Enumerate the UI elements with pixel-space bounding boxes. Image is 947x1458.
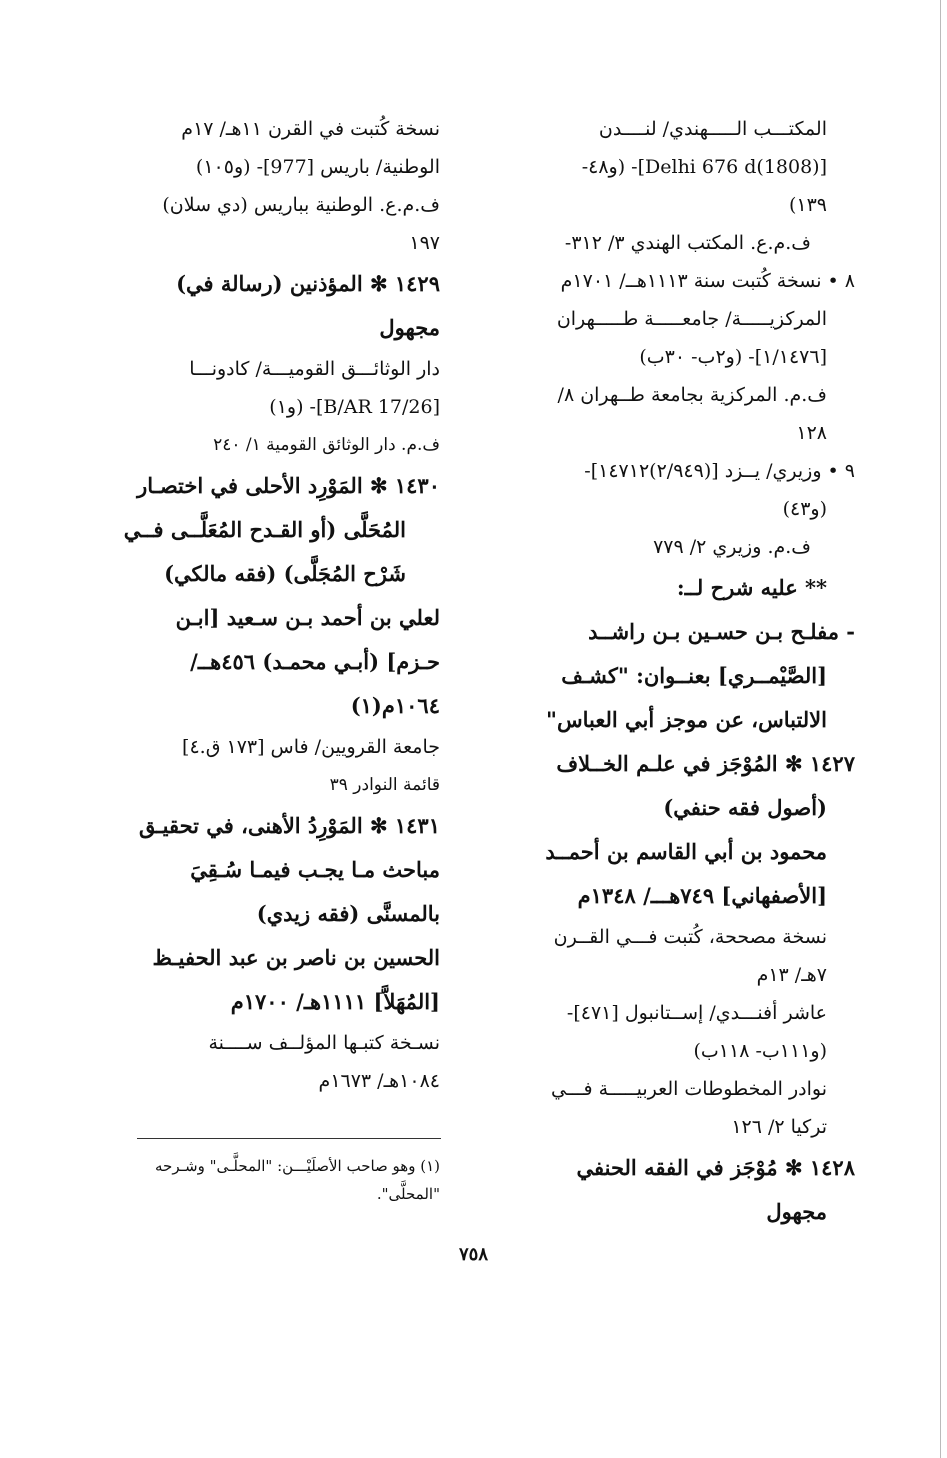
text-line: نوادر المخطوطات العربيـــــة فـــي <box>550 1078 827 1100</box>
entry-heading-1430: ١٤٣٠ ✻ المَوْرِد الأحلى في اختصـار <box>137 473 440 498</box>
text-line: قائمة النوادر ٣٩ <box>329 775 440 795</box>
text-line: جامعة القرويين/ فاس [١٧٣ ق.٤] <box>182 736 440 758</box>
text-line: المركزيـــــة/ جامعـــــة طـــــهران <box>556 308 827 330</box>
entry-author: لعلي بن أحمد بـن سـعيد [ابـن <box>175 605 440 630</box>
manuscript-item: ٨ • نسخة كُتبت سنة ١١١٣هــ/ ١٧٠١م <box>560 270 855 292</box>
entry-title: بالمسنَّى (فقه زيدي) <box>256 901 440 926</box>
entry-title: المُحَلَّى (أو القـدح المُعَلَّــى فــي <box>123 517 406 542</box>
entry-author: ١٠٦٤م(١) <box>350 693 440 718</box>
text-line: المكتـــب الـــــهندي/ لنــــدن <box>598 118 827 140</box>
text-line: تركيا ٢/ ١٢٦ <box>731 1116 827 1138</box>
text-line: [B/AR 17/26]- (و١) <box>269 396 440 418</box>
text-line: ف.م.ع. المكتب الهندي ٣/ ٣١٢- <box>564 232 811 254</box>
text-line: نسخة كُتبت في القرن ١١هـ/ ١٧م <box>181 118 440 140</box>
text-line: ف.م. المركزية بجامعة طــهران ٨/ <box>557 384 827 406</box>
text-line: [(1808)Delhi 676 d]- (و٤٨- <box>581 156 827 178</box>
entry-heading-1429: ١٤٢٩ ✻ المؤذنين (رسالة في) <box>176 271 440 296</box>
right-column <box>492 110 855 1234</box>
entry-author: [المُهَلاَّ] ١١١١هـ/ ١٧٠٠م <box>230 989 440 1014</box>
entry-title: شَرْح المُجَلَّى) (فقه مالكي) <box>164 561 406 586</box>
text-line: [١/١٤٧٦]- (و٢ب- ٣٠ب) <box>639 346 827 368</box>
text-line: (و١١١ب- ١١٨ب) <box>693 1040 827 1062</box>
entry-subject: (أصول فقه حنفي) <box>663 795 827 820</box>
entry-author: مجهول <box>379 315 440 340</box>
entry-author: محمود بن أبي القاسم بن أحمــد <box>545 839 827 864</box>
entry-heading-1427: ١٤٢٧ ✻ المُوْجَز في علـم الخــلاف <box>556 751 855 776</box>
footnote: (١) وهو صاحب الأصلَيْـــن: "المحلَّـى" وشـرحه "المحلَّى". <box>155 1157 440 1203</box>
entry-title: مباحث مـا يجـب فيمـا سُـقِيَ <box>190 857 440 882</box>
text-line: ٧هـ/ ١٣م <box>756 964 827 986</box>
page-number: ٧٥٨ <box>458 1244 488 1265</box>
text-line: (و٤٣) <box>782 498 827 520</box>
entry-author: مجهول <box>766 1199 827 1224</box>
text-line: ١٩٧ <box>409 232 440 254</box>
entry-author: حـزم] (أبـي محمـد) ٤٥٦هــ/ <box>190 649 440 674</box>
entry-author: الحسين بن ناصر بن عبد الحفيـظ <box>152 945 440 970</box>
text-line: ١٣٩) <box>788 194 827 216</box>
text-line: ف.م.ع. الوطنية بباريس (دي سلان) <box>162 194 440 216</box>
commentary-entry: - مفلـح بـن حسـين بـن راشــد <box>588 619 855 644</box>
entry-heading-1431: ١٤٣١ ✻ المَوْرِدُ الأهنى، في تحقيـق <box>138 813 440 838</box>
left-column <box>104 110 440 1100</box>
entry-author: [الأصفهاني] ٧٤٩هـــ/ ١٣٤٨م <box>577 883 827 908</box>
text-line: ف.م. دار الوثائق القومية ١/ ٢٤٠ <box>213 435 440 455</box>
footnote-rule <box>137 1138 441 1139</box>
scan-edge-line <box>940 0 941 1458</box>
text-line: نسخة مصححة، كُتبت فـــي القــرن <box>553 926 827 948</box>
text-line: عاشر أفنـــدي/ إســتانبول [٤٧١]- <box>566 1002 827 1024</box>
commentary-entry: [الصَّيْمــري] بعنــوان: "كشـف <box>561 663 827 688</box>
text-line: ١٢٨ <box>796 422 827 444</box>
text-line: نسـخة كتبـها المؤلــف ســــنة <box>208 1032 440 1054</box>
commentary-entry: الالتباس، عن موجز أبي العباس" <box>546 707 827 732</box>
text-line: ف.م. وزيري ٢/ ٧٧٩ <box>653 536 811 558</box>
text-line: الوطنية/ باريس [977]- (و١٠٥) <box>195 156 440 178</box>
manuscript-item: ٩ • وزيري/ يــزد [(٢/٩٤٩)١٤٧١٢]- <box>584 460 855 482</box>
entry-heading-1428: ١٤٢٨ ✻ مُوْجَز في الفقه الحنفي <box>576 1155 855 1180</box>
text-line: دار الوثائـــق القوميـــة/ كادونـــا <box>189 358 440 380</box>
commentary-heading: ** عليه شرح لــ: <box>676 575 827 600</box>
text-line: ١٠٨٤هـ/ ١٦٧٣م <box>318 1070 440 1092</box>
